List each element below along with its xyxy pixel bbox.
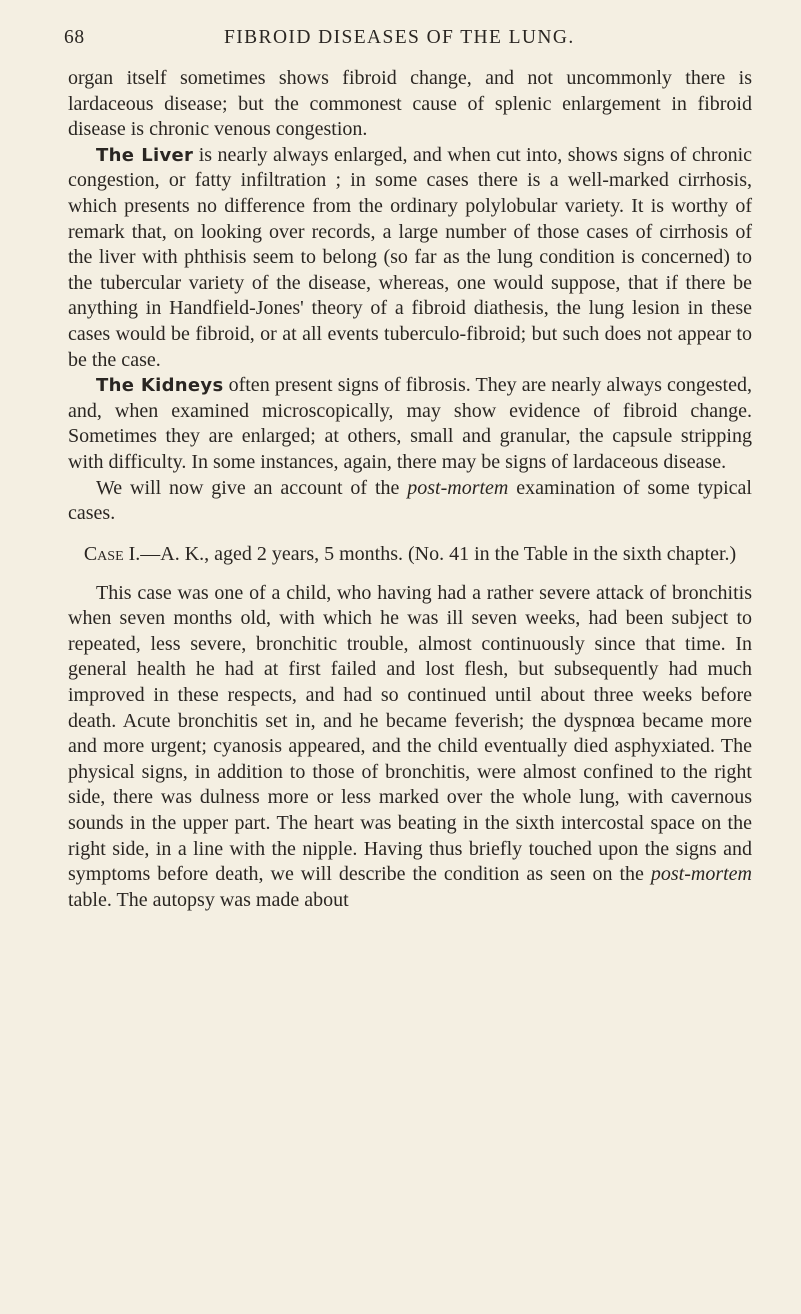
page-number: 68: [64, 27, 85, 48]
run-in-heading-liver: The Liver: [96, 144, 194, 166]
paragraph-liver: The Liver is nearly always enlarged, and when cut into, shows signs of chronic congestion, or fatty infiltration ; in some cases there is a well-marked cirrhosis, which presents no difference from the ordinary polylobular variety. It is worthy of remark that, on looking over records, a large number of those cases of cirrhosis of the liver with phthisis seem to belong (so far as the lung condition is concerned) to the tubercular variety of the disease, whereas, one would suppose, that if there be anything in Handfield-Jones' theory of a fibroid diathesis, the lung lesion in these cases would be fibroid, or at all events tuberculo-fibroid; but such does not appear to be the case.: [68, 143, 753, 371]
running-head: [64, 27, 744, 53]
paragraph-kidneys: The Kidneys often present signs of fibrosis. They are nearly always congested, and, when examined microscopically, may show evidence of fibroid change. Sometimes they are enlarged; at others, small and granular, the capsule stripping with difficulty. In some instances, again, there may be signs of lardaceous disease.: [68, 374, 752, 473]
case-label: Case I.: [83, 542, 141, 565]
body-text: [68, 66, 752, 913]
case-heading: Case I.—A. K., aged 2 years, 5 months. (No. 41 in the Table in the sixth chapter.): [83, 542, 737, 565]
paragraph-intro-cases: We will now give an account of the post-mortem examination of some typical cases.: [68, 476, 752, 525]
chapter-title: FIBROID DISEASES OF THE LUNG.: [224, 27, 575, 48]
paragraph-spleen-end: organ itself sometimes shows fibroid change, and not uncommonly there is lardaceous disease; but the commonest cause of splenic enlargement in fibroid disease is chronic venous congestion.: [68, 67, 752, 141]
paragraph-case-one: This case was one of a child, who having had a rather severe attack of bronchitis when seven months old, with which he was ill seven weeks, had been subject to repeated, less severe, bronchitic trouble, almost continuously since that time. In general health he had at first failed and lost flesh, but subsequently had much improved in these respects, and had so continued until about three weeks before death. Acute bronchitis set in, and he became feverish; the dyspnœa became more and more urgent; cyanosis appeared, and the child eventually died asphyxiated. The physical signs, in addition to those of bronchitis, were almost confined to the right side, there was dulness more or less marked over the whole lung, with cavernous sounds in the upper part. The heart was beating in the sixth intercostal space on the right side, in a line with the nipple. Having thus briefly touched upon the signs and symptoms before death, we will describe the condition as seen on the post-mortem table. The autopsy was made about: [68, 581, 752, 911]
run-in-heading-kidneys: The Kidneys: [96, 375, 224, 397]
